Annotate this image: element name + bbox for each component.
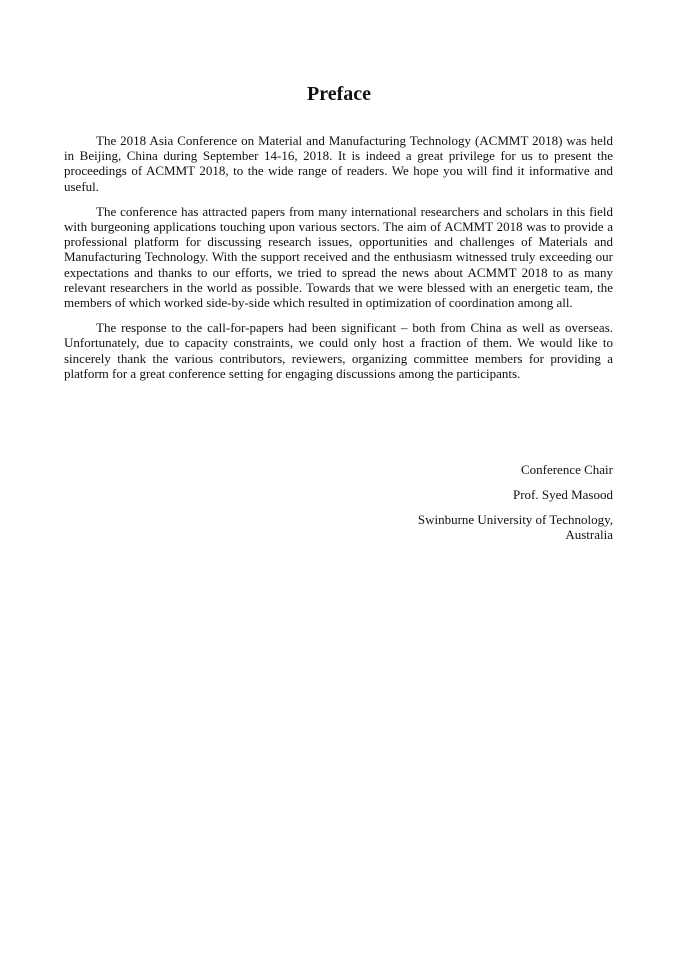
paragraph-1: The 2018 Asia Conference on Material and Manufacturing Technology (ACMMT 2018) was held in Beijing, China during September 14-16, 2018. It is indeed a great privilege for us to present the proceedings of ACMMT 2018, to the wide range of readers. We hope you will find it informative and useful.: [64, 133, 613, 194]
affiliation-line-2: Australia: [565, 527, 613, 543]
paragraph-3: The response to the call-for-papers had been significant – both from China as well as overseas. Unfortunately, due to capacity constraints, we could only host a fraction of them. We would like to sincerely thank the various contributors, reviewers, organizing committee members for providing a platform for a great conference setting for engaging discussions among the participants.: [64, 320, 613, 381]
page-title: Preface: [306, 83, 372, 105]
preface-body: [64, 133, 613, 391]
signature-name: Prof. Syed Masood: [512, 487, 613, 502]
signature-affiliation: [313, 512, 613, 542]
signature-role: Conference Chair: [520, 462, 613, 477]
affiliation-line-1: Swinburne University of Technology,: [417, 512, 613, 527]
signature-block: [313, 462, 613, 542]
paragraph-2: The conference has attracted papers from many international researchers and scholars in this field with burgeoning applications touching upon various sectors. The aim of ACMMT 2018 was to provide a professional platform for discussing research issues, opportunities and challenges of Materials and Manufacturing Technology. With the support received and the enthusiasm witnessed truly exceeding our expectations and thanks to our efforts, we tried to spread the news about ACMMT 2018 to as many relevant researchers in the world as possible. Towards that we were blessed with an energetic team, the members of which worked side-by-side which resulted in optimization of coordination among all.: [64, 203, 613, 311]
